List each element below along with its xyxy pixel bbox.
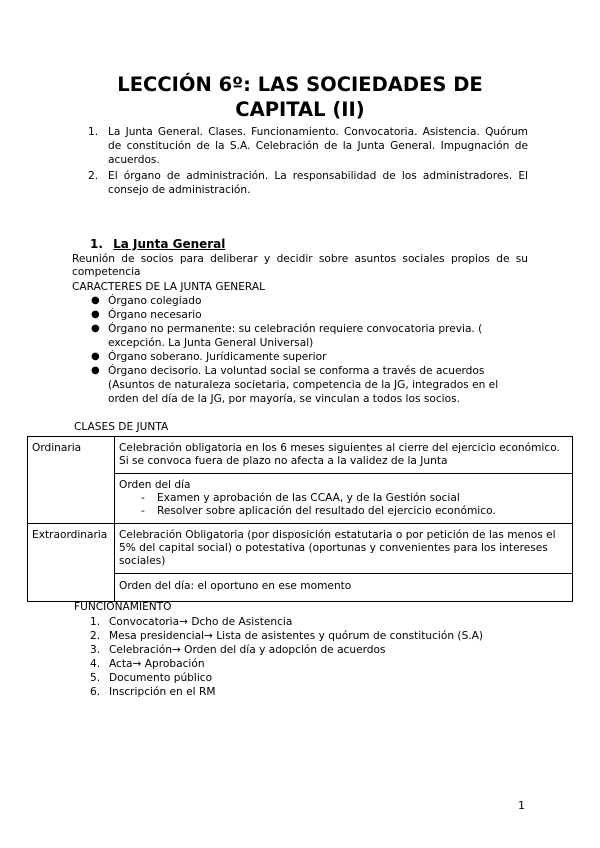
funcionamiento-item <box>90 657 483 671</box>
funcionamiento-item <box>90 629 483 643</box>
clase-type-cell: Extraordinaria <box>28 524 115 602</box>
item-number: 6. <box>90 686 101 698</box>
funcionamiento-title: FUNCIONAMIENTO <box>74 601 172 613</box>
caracter-item <box>90 294 528 308</box>
caracter-text: Órgano soberano. Jurídicamente superior <box>108 351 327 363</box>
clases-table <box>27 436 573 602</box>
item-number: 4. <box>90 658 101 670</box>
lesson-contents-list <box>88 125 528 199</box>
clases-title: CLASES DE JUNTA <box>74 421 169 433</box>
contents-item <box>88 169 528 197</box>
section-heading <box>90 237 225 251</box>
bullet-icon: ● <box>91 351 100 362</box>
orden-cell: Orden del día: el oportuno en ese momento <box>115 574 573 602</box>
caracter-text: Órgano colegiado <box>108 295 202 307</box>
item-number: 3. <box>90 644 101 656</box>
bullet-icon: ● <box>91 295 100 306</box>
clase-type-cell: Ordinaria <box>28 437 115 524</box>
item-text: Documento público <box>109 672 213 684</box>
celebracion-cell: Celebración Obligatoria (por disposición estatutaria o por petición de las menos el 5% del capital social) o potestativa (oportunas y convenientes para los intereses sociales) <box>115 524 573 574</box>
funcionamiento-list <box>90 615 483 699</box>
item-number: 1. <box>90 616 101 628</box>
caracter-text: Órgano no permanente: su celebración requiere convocatoria previa. ( excepción. La Junta General Universal) <box>108 323 483 349</box>
orden-item-text: Resolver sobre aplicación del resultado del ejercicio económico. <box>157 505 496 517</box>
funcionamiento-item <box>90 685 483 699</box>
item-text: Acta→ Aprobación <box>109 658 205 670</box>
orden-list <box>119 492 568 518</box>
caracter-item <box>90 308 528 322</box>
caracter-item <box>90 322 528 350</box>
orden-item <box>119 505 568 518</box>
item-number: 5. <box>90 672 101 684</box>
section-number: 1. <box>90 237 103 251</box>
bullet-icon: ● <box>91 309 100 320</box>
contents-item-number: 1. <box>88 126 99 138</box>
orden-item <box>119 492 568 505</box>
section-heading-text: La Junta General <box>113 237 226 251</box>
item-text: Celebración→ Orden del día y adopción de acuerdos <box>109 644 386 656</box>
caracter-item <box>90 364 528 406</box>
table-row <box>28 524 573 574</box>
orden-item-text: Examen y aprobación de las CCAA, y de la Gestión social <box>157 492 460 504</box>
item-number: 2. <box>90 630 101 642</box>
caracteres-title: CARACTERES DE LA JUNTA GENERAL <box>72 281 265 293</box>
caracteres-list <box>90 294 528 406</box>
contents-item-text: El órgano de administración. La responsabilidad de los administradores. El consejo de administración. <box>108 170 528 196</box>
orden-cell <box>115 474 573 524</box>
orden-title: Orden del día <box>119 479 191 491</box>
celebracion-cell: Celebración obligatoria en los 6 meses siguientes al cierre del ejercicio económico. Si se convoca fuera de plazo no afecta a la validez de la Junta <box>115 437 573 474</box>
item-text: Convocatoria→ Dcho de Asistencia <box>109 616 293 628</box>
dash-icon: - <box>141 492 145 504</box>
bullet-icon: ● <box>91 323 100 334</box>
funcionamiento-item <box>90 671 483 685</box>
funcionamiento-item <box>90 643 483 657</box>
bullet-icon: ● <box>91 365 100 376</box>
contents-item <box>88 125 528 167</box>
item-text: Inscripción en el RM <box>109 686 216 698</box>
contents-item-text: La Junta General. Clases. Funcionamiento. Convocatoria. Asistencia. Quórum de constitución de la S.A. Celebración de la Junta General. Impugnación de acuerdos. <box>108 126 528 166</box>
dash-icon: - <box>141 505 145 517</box>
funcionamiento-item <box>90 615 483 629</box>
caracter-text: Órgano decisorio. La voluntad social se conforma a través de acuerdos (Asuntos de naturaleza societaria, competencia de la JG, integrados en el orden del día de la JG, por mayoría, se vinculan a todos los socios. <box>108 365 499 405</box>
title-line-1: LECCIÓN 6º: LAS SOCIEDADES DE <box>117 73 483 96</box>
page-number: 1 <box>518 799 525 812</box>
caracter-text: Órgano necesario <box>108 309 202 321</box>
caracter-item <box>90 350 528 364</box>
page-title <box>60 72 540 122</box>
item-text: Mesa presidencial→ Lista de asistentes y quórum de constitución (S.A) <box>109 630 484 642</box>
contents-item-number: 2. <box>88 170 99 182</box>
section-intro: Reunión de socios para deliberar y decidir sobre asuntos sociales propios de su competencia <box>72 253 528 278</box>
table-row <box>28 437 573 474</box>
title-line-2: CAPITAL (II) <box>235 98 365 121</box>
